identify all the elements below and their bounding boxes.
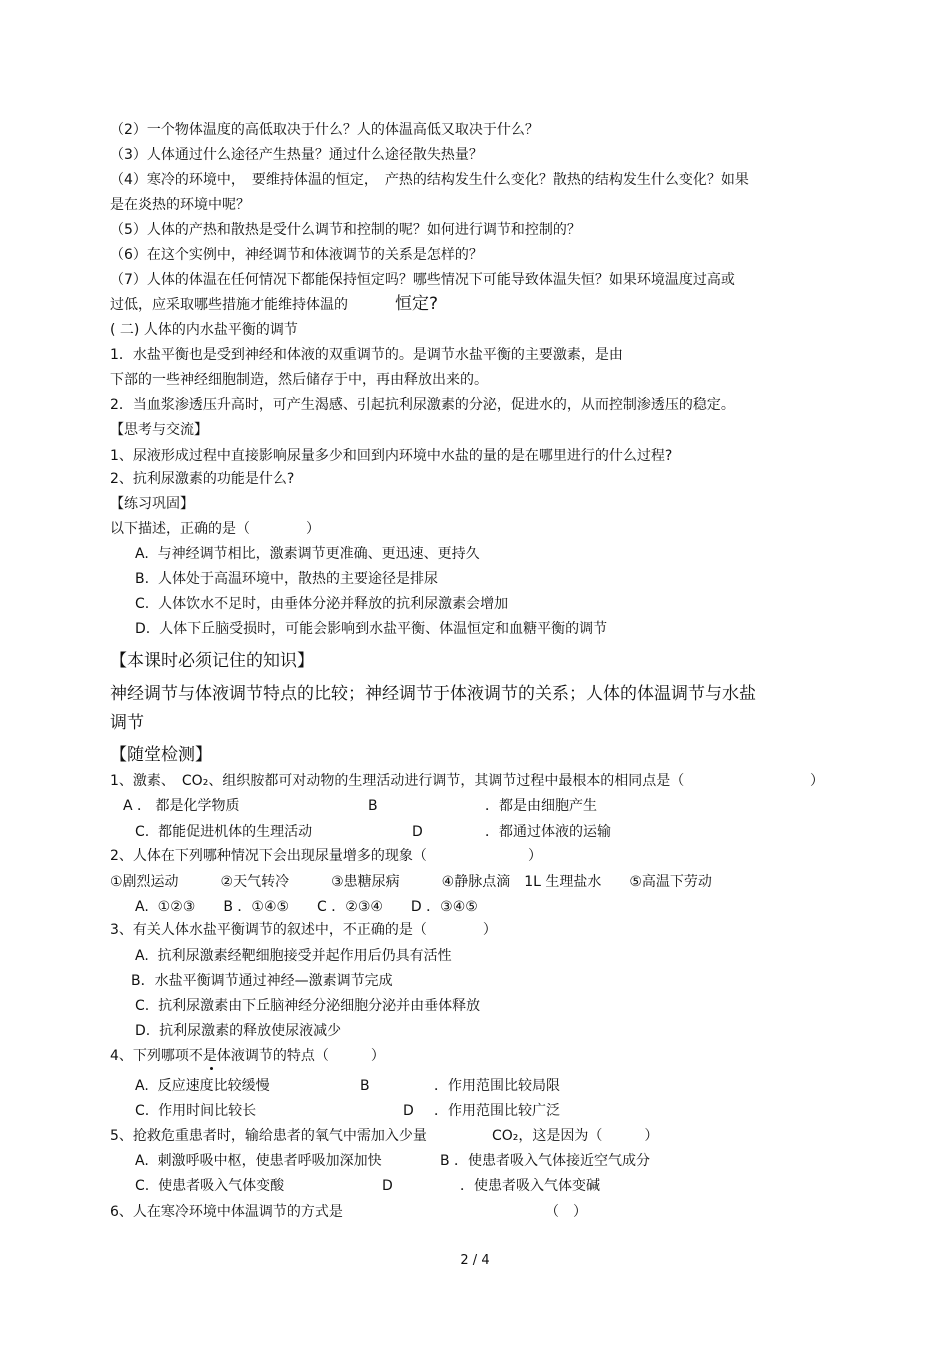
question-line: 过低，应采取哪些措施才能维持体温的 xyxy=(110,297,348,313)
section-heading: 【本课时必须记住的知识】 xyxy=(110,651,314,671)
option-letter: D xyxy=(412,824,423,840)
question-text: CO₂，这是因为（ ） xyxy=(492,1128,659,1144)
text-line: 2．当血浆渗透压升高时，可产生渴感、引起抗利尿激素的分泌，促进水的，从而控制渗透压的稳定。 xyxy=(110,397,735,413)
option-text: ．都是由细胞产生 xyxy=(485,798,597,814)
question-bracket: ） xyxy=(810,773,824,789)
option-line: B. 人体处于高温环境中，散热的主要途径是排尿 xyxy=(135,571,438,587)
question-line: 1、尿液形成过程中直接影响尿量多少和回到内环境中水盐的量的是在哪里进行的什么过程? xyxy=(110,448,673,464)
option-line: A. 与神经调节相比，激素调节更准确、更迅速、更持久 xyxy=(135,546,480,562)
question-line: （2）一个物体温度的高低取决于什么？人的体温高低又取决于什么？ xyxy=(110,122,539,138)
key-points-line: 调节 xyxy=(110,713,144,733)
question-line: （4）寒冷的环境中， 要维持体温的恒定， 产热的结构发生什么变化？散热的结构发生什么变化？如果 xyxy=(110,172,749,188)
key-points-line: 神经调节与体液调节特点的比较；神经调节于体液调节的关系；人体的体温调节与水盐 xyxy=(110,684,756,704)
option-line: ①剧烈运动 ②天气转冷 ③患糖尿病 ④静脉点滴 1L 生理盐水 ⑤高温下劳动 xyxy=(110,874,712,890)
option-text: ．作用范围比较广泛 xyxy=(434,1103,560,1119)
option-line: A. 反应速度比较缓慢 xyxy=(135,1078,270,1094)
option-line: B．水盐平衡调节通过神经—激素调节完成 xyxy=(131,973,393,989)
option-text: ．都通过体液的运输 xyxy=(485,824,611,840)
question-text: 体液调节的特点（ ） xyxy=(216,1048,385,1064)
question-line: 2、人体在下列哪种情况下会出现尿量增多的现象（ xyxy=(110,848,427,864)
question-line: 以下描述，正确的是（ ） xyxy=(110,521,320,537)
option-text: ．使患者吸入气体变碱 xyxy=(460,1178,600,1194)
option-text: ．作用范围比较局限 xyxy=(434,1078,560,1094)
option-letter: D xyxy=(403,1103,414,1119)
question-line: 是在炎热的环境中呢？ xyxy=(110,197,250,213)
question-line: （5）人体的产热和散热是受什么调节和控制的呢？如何进行调节和控制的？ xyxy=(110,222,581,238)
question-bracket: （ ） xyxy=(545,1204,587,1220)
option-text: B ．使患者吸入气体接近空气成分 xyxy=(440,1153,651,1169)
option-line: A. ①②③ B ．①④⑤ C ．②③④ D ．③④⑤ xyxy=(135,899,478,915)
question-line: 5、抢救危重患者时，输给患者的氧气中需加入少量 xyxy=(110,1128,427,1144)
option-line: D. 人体下丘脑受损时，可能会影响到水盐平衡、体温恒定和血糖平衡的调节 xyxy=(135,621,608,637)
option-letter: B xyxy=(368,798,378,814)
question-line xyxy=(110,1047,385,1065)
question-line: 6、人在寒冷环境中体温调节的方式是 xyxy=(110,1204,343,1220)
option-letter: B xyxy=(360,1078,370,1094)
option-line: C. 使患者吸入气体变酸 xyxy=(135,1178,285,1194)
question-line-end: 恒定? xyxy=(395,294,439,314)
option-line: C. 人体饮水不足时，由垂体分泌并释放的抗利尿激素会增加 xyxy=(135,596,509,612)
question-line: （6）在这个实例中，神经调节和体液调节的关系是怎样的？ xyxy=(110,247,483,263)
option-line: A. 抗利尿激素经靶细胞接受并起作用后仍具有活性 xyxy=(135,948,452,964)
option-letter: D xyxy=(382,1178,393,1194)
section-heading: 【随堂检测】 xyxy=(110,745,212,765)
section-heading: 【思考与交流】 xyxy=(110,422,208,438)
option-line: C. 都能促进机体的生理活动 xyxy=(135,824,313,840)
question-line: （3）人体通过什么途径产生热量？通过什么途径散失热量？ xyxy=(110,147,483,163)
question-text: 4、下列哪项不 xyxy=(110,1048,203,1064)
question-line: 1、激素、 CO₂、组织胺都可对动物的生理活动进行调节，其调节过程中最根本的相同点是（ xyxy=(110,773,685,789)
option-line: A ． 都是化学物质 xyxy=(123,798,240,814)
emphasis-char: 是 xyxy=(202,1048,217,1064)
question-line: 2、抗利尿激素的功能是什么? xyxy=(110,471,295,487)
text-line: 1．水盐平衡也是受到神经和体液的双重调节的。是调节水盐平衡的主要激素，是由 xyxy=(110,347,623,363)
text-line: 下部的一些神经细胞制造，然后储存于中，再由释放出来的。 xyxy=(110,372,488,388)
question-bracket: ） xyxy=(528,848,542,864)
option-line: C. 抗利尿激素由下丘脑神经分泌细胞分泌并由垂体释放 xyxy=(135,998,481,1014)
question-line: 3、有关人体水盐平衡调节的叙述中，不正确的是（ ） xyxy=(110,922,497,938)
option-line: C. 作用时间比较长 xyxy=(135,1103,257,1119)
section-heading: ( 二) 人体的内水盐平衡的调节 xyxy=(110,322,298,338)
option-line: D. 抗利尿激素的释放使尿液减少 xyxy=(135,1023,342,1039)
question-line: （7）人体的体温在任何情况下都能保持恒定吗？哪些情况下可能导致体温失恒？如果环境温度过高或 xyxy=(110,272,735,288)
section-heading: 【练习巩固】 xyxy=(110,496,194,512)
option-line: A. 刺激呼吸中枢，使患者呼吸加深加快 xyxy=(135,1153,382,1169)
page-number: 2 / 4 xyxy=(460,1253,490,1268)
